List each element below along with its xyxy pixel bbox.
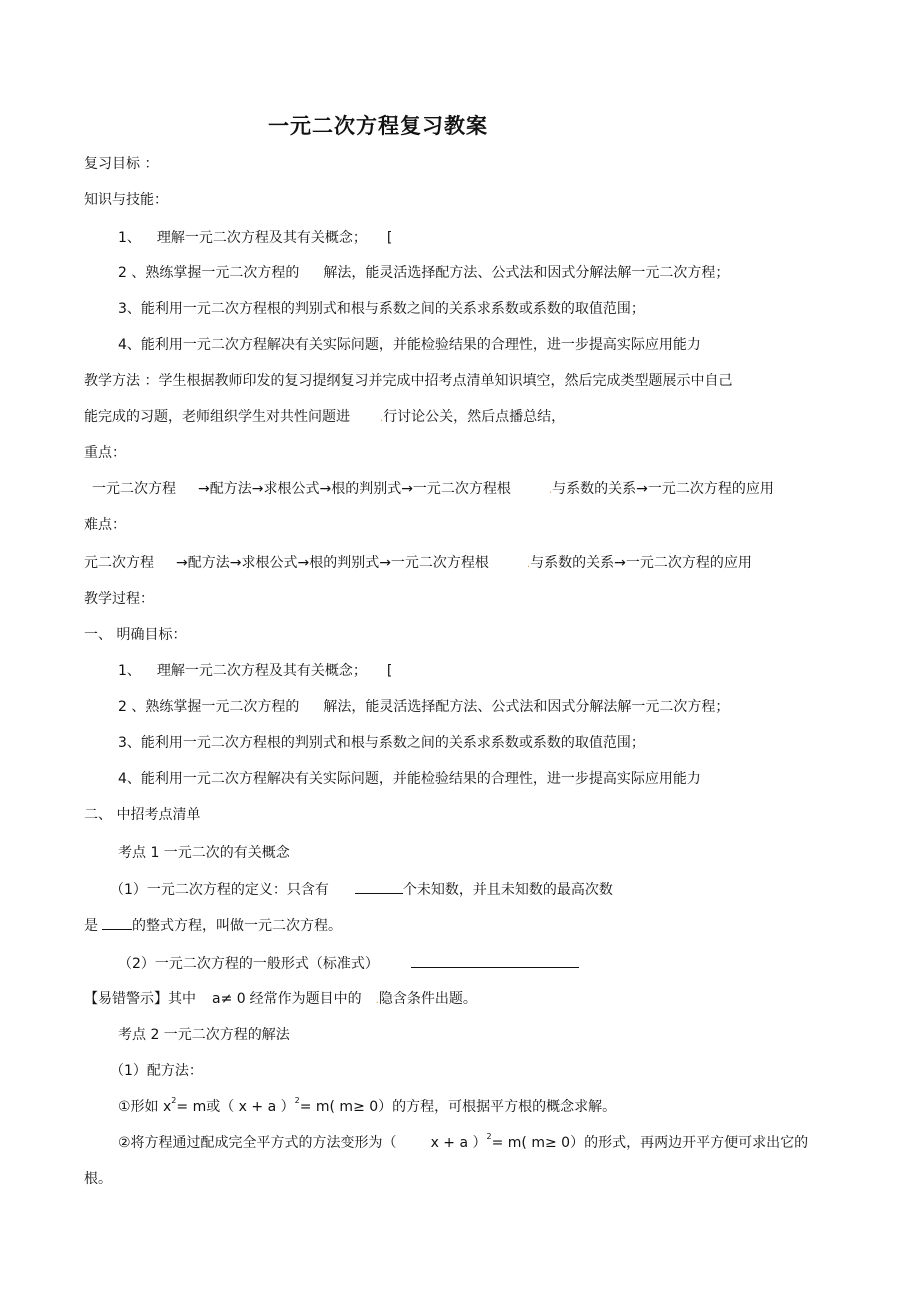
kp1-heading: 考点 1 一元二次的有关概念 bbox=[118, 845, 290, 861]
key-heading: 重点： bbox=[84, 445, 126, 461]
flow-text: 元二次方程 bbox=[84, 555, 154, 571]
difficult-heading: 难点： bbox=[84, 517, 126, 533]
goal-text: 能利用一元二次方程解决有关实际问题，并能检验结果的合理性，进一步提高实际应用能力 bbox=[140, 337, 701, 353]
goals-heading: 复习目标 ： bbox=[84, 156, 159, 172]
goal-number: 1、 bbox=[118, 230, 141, 246]
goal-number: 4、 bbox=[118, 337, 141, 353]
warning-label: 【易错警示】 bbox=[84, 991, 168, 1007]
goal-text: 熟练掌握一元二次方程的 bbox=[145, 699, 300, 715]
goal-item bbox=[118, 264, 729, 282]
warning-text: 其中 bbox=[168, 991, 196, 1007]
method-text: 行讨论公关，然后点播总结， bbox=[383, 409, 566, 425]
warning-text: 经常作为题目中的 bbox=[249, 991, 362, 1007]
kp2-case-two bbox=[118, 1134, 808, 1152]
document-title: 一元二次方程复习教案 bbox=[268, 114, 488, 138]
goal-item bbox=[118, 229, 392, 247]
exponent: 2 bbox=[171, 1096, 177, 1105]
kp1-definition-cont bbox=[84, 916, 342, 935]
goal-number: 3、 bbox=[118, 301, 141, 317]
fill-blank bbox=[411, 954, 579, 968]
definition-text: （1）一元二次方程的定义：只含有 bbox=[110, 882, 329, 898]
goal-text: 能利用一元二次方程解决有关实际问题，并能检验结果的合理性，进一步提高实际应用能力 bbox=[140, 771, 701, 787]
warning-condition: a≠ 0 bbox=[212, 991, 246, 1007]
goal-item bbox=[118, 698, 729, 716]
goal-item bbox=[118, 336, 701, 354]
goal-text: 能利用一元二次方程根的判别式和根与系数之间的关系求系数或系数的取值范围； bbox=[140, 301, 645, 317]
warning-line: 【易错警示】其中 a≠ 0 经常作为题目中的 .隐含条件出题。 bbox=[84, 991, 477, 1007]
goal-number: 2 、 bbox=[118, 699, 146, 715]
definition-text: 个未知数，并且未知数的最高次数 bbox=[402, 882, 613, 898]
formula-text: ②将方程通过配成完全平方式的方法变形为（ bbox=[118, 1135, 397, 1151]
kp1-general-form bbox=[118, 954, 579, 973]
warning-text: 隐含条件出题。 bbox=[378, 991, 477, 1007]
definition-text: 的整式方程，叫做一元二次方程。 bbox=[132, 918, 342, 934]
goal-number: 2 、 bbox=[118, 265, 146, 281]
kp2-case-two-cont: 根。 bbox=[84, 1171, 112, 1187]
goal-item bbox=[118, 662, 392, 680]
flow-text: 一元二次方程 bbox=[92, 481, 176, 497]
goal-text: 理解一元二次方程及其有关概念； bbox=[156, 230, 367, 246]
formula-text: = m( m≥ 0）的形式，再两边开平方便可求出它的 bbox=[491, 1135, 809, 1151]
goal-item bbox=[118, 734, 645, 752]
kp2-case-one bbox=[118, 1098, 616, 1116]
kp2-heading: 考点 2 一元二次方程的解法 bbox=[118, 1027, 290, 1043]
goal-number: 4、 bbox=[118, 771, 141, 787]
flow-text: →配方法→求根公式→根的判别式→一元二次方程根 bbox=[176, 555, 489, 571]
fill-blank bbox=[355, 880, 403, 894]
goal-item bbox=[118, 300, 645, 318]
goal-bracket: [ bbox=[386, 230, 393, 246]
kp1-definition bbox=[110, 880, 613, 899]
method-label: 教学方法 ： bbox=[84, 373, 159, 389]
kp2-method: （1）配方法： bbox=[110, 1063, 203, 1079]
goal-text: 理解一元二次方程及其有关概念； bbox=[156, 663, 367, 679]
goal-text: 能利用一元二次方程根的判别式和根与系数之间的关系求系数或系数的取值范围； bbox=[140, 735, 645, 751]
goal-text: 熟练掌握一元二次方程的 bbox=[145, 265, 300, 281]
goal-number: 3、 bbox=[118, 735, 141, 751]
method-line bbox=[84, 372, 732, 390]
goal-text: 解法，能灵活选择配方法、公式法和因式分解法解一元二次方程； bbox=[323, 699, 730, 715]
method-text: 学生根据教师印发的复习提纲复习并完成中招考点清单知识填空，然后完成类型题展示中自己 bbox=[158, 373, 733, 389]
flow-text: 与系数的关系→一元二次方程的应用 bbox=[552, 481, 774, 497]
method-line: 能完成的习题，老师组织学生对共性问题进 .行讨论公关，然后点播总结， bbox=[84, 409, 566, 425]
goal-item bbox=[118, 770, 701, 788]
exponent: 2 bbox=[294, 1096, 300, 1105]
section-one-heading: 一、 明确目标： bbox=[84, 627, 187, 643]
flow-text: →配方法→求根公式→根的判别式→一元二次方程根 bbox=[198, 481, 511, 497]
key-flow: 一元二次方程 →配方法→求根公式→根的判别式→一元二次方程根 .与系数的关系→一元二次方程的应用 bbox=[92, 481, 774, 497]
process-heading: 教学过程： bbox=[84, 591, 154, 607]
skills-heading: 知识与技能： bbox=[84, 192, 168, 208]
goal-number: 1、 bbox=[118, 663, 141, 679]
formula-text: = m( m≥ 0）的方程，可根据平方根的概念求解。 bbox=[299, 1099, 617, 1115]
formula-text: ①形如 x bbox=[118, 1099, 172, 1115]
fill-blank bbox=[102, 916, 132, 930]
exponent: 2 bbox=[486, 1132, 492, 1141]
difficult-flow: 元二次方程 →配方法→求根公式→根的判别式→一元二次方程根 .与系数的关系→一元二次方程的应用 bbox=[84, 555, 752, 571]
goal-bracket: [ bbox=[386, 663, 393, 679]
definition-text: 是 bbox=[84, 918, 98, 934]
general-form-text: （2）一元二次方程的一般形式（标准式） bbox=[118, 956, 379, 972]
formula-text: x + a ） bbox=[430, 1135, 487, 1151]
flow-text: 与系数的关系→一元二次方程的应用 bbox=[530, 555, 752, 571]
method-text: 能完成的习题，老师组织学生对共性问题进 bbox=[84, 409, 350, 425]
section-two-heading: 二、 中招考点清单 bbox=[84, 807, 201, 823]
goal-text: 解法，能灵活选择配方法、公式法和因式分解法解一元二次方程； bbox=[323, 265, 730, 281]
formula-text: = m或（ x + a ） bbox=[176, 1099, 295, 1115]
